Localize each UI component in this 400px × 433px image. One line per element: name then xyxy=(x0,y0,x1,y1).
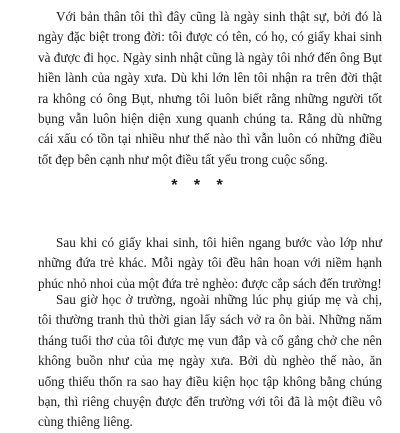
section-separator: * * * xyxy=(171,177,229,194)
paragraph-text: Sau giờ học ở trường, ngoài những lúc phụ giúp mẹ và chị, tôi thường tranh thủ thời gian lấy sách vở ra ôn bài. Những năm tháng tuổi thơ của tôi được mẹ vun đắp và cố gắng chở che nên không buồn như của mẹ ngày xưa. Bởi dù nghèo thế nào, ăn uống thiếu thốn ra sao hay điều kiện học tập không bằng chúng bạn, thì riêng chuyện được đến trường với tôi đã là một điều vô cùng thiêng liêng. xyxy=(38,292,382,430)
paragraph-text: Sau khi có giấy khai sinh, tôi hiên ngang bước vào lớp như những đứa trẻ khác. Mỗi ngày tôi đều hân hoan với niềm hạnh phúc nhỏ nhoi của một đứa trẻ nghèo: được cắp sách đến trường! xyxy=(38,235,382,291)
paragraph-text: Với bản thân tôi thì đây cũng là ngày sinh thật sự, bởi đó là ngày đặc biệt trong đời: tôi được có tên, có họ, có giấy khai sinh và được đi học. Ngày sinh nhật cũng là ngày tôi nhớ đến ông Bụt hiền lành của ngày xưa. Dù khi lớn lên tôi nhận ra trên đời thật ra không có ông Bụt, nhưng tôi luôn biết rằng những người tốt bụng vẫn luôn hiện diện xung quanh chúng ta. Rằng dù những cái xấu có tồn tại nhiều như thế nào thì vẫn luôn có những điều tốt đẹp bên cạnh như một điều tất yếu trong cuộc sống. xyxy=(38,9,382,167)
paragraph-going-to-school xyxy=(38,233,382,294)
paragraph-after-school xyxy=(38,290,382,433)
paragraph-birthday-reflection xyxy=(38,7,382,170)
